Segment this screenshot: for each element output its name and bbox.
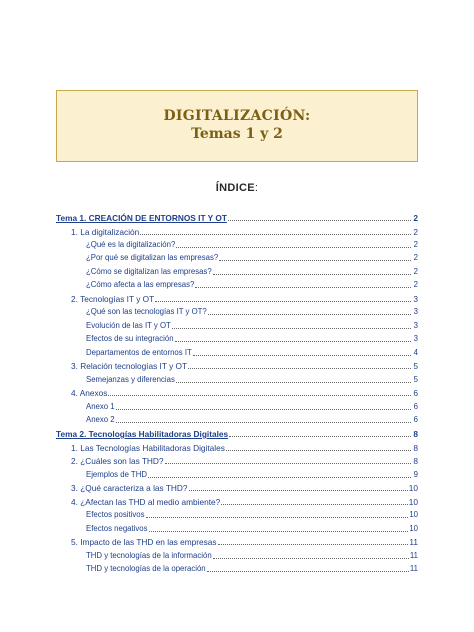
toc-entry-label: ¿Cómo se digitalizan las empresas? bbox=[86, 266, 212, 276]
toc-entry[interactable] bbox=[56, 496, 418, 508]
toc-entry[interactable] bbox=[56, 550, 418, 562]
toc-entry-page-number: 10 bbox=[408, 496, 418, 507]
toc-entry[interactable] bbox=[56, 212, 418, 224]
dot-leader bbox=[193, 347, 411, 356]
dot-leader bbox=[213, 266, 411, 275]
toc-entry[interactable] bbox=[56, 401, 418, 413]
dot-leader bbox=[165, 455, 411, 464]
dot-leader bbox=[176, 239, 411, 248]
toc-entry-label: Semejanzas y diferencias bbox=[86, 374, 175, 384]
toc-entry[interactable] bbox=[56, 523, 418, 535]
dot-leader bbox=[108, 387, 411, 396]
toc-entry[interactable] bbox=[56, 252, 418, 264]
toc-entry[interactable] bbox=[56, 563, 418, 575]
toc-entry-label: ¿Qué es la digitalización? bbox=[86, 239, 176, 249]
dot-leader bbox=[221, 496, 408, 505]
toc-entry-page-number: 3 bbox=[413, 334, 418, 343]
toc-entry[interactable] bbox=[56, 279, 418, 291]
dot-leader bbox=[175, 333, 411, 342]
toc-entry-page-number: 3 bbox=[413, 293, 418, 304]
document-subtitle: Temas 1 y 2 bbox=[191, 126, 283, 142]
toc-entry-page-number: 2 bbox=[413, 213, 418, 223]
toc-entry[interactable] bbox=[56, 374, 418, 386]
toc-entry-label: Efectos negativos bbox=[86, 523, 148, 533]
toc-entry-page-number: 2 bbox=[413, 226, 418, 237]
dot-leader bbox=[218, 536, 409, 545]
toc-entry-page-number: 11 bbox=[409, 537, 418, 547]
dot-leader bbox=[116, 414, 411, 423]
toc-entry-label: 2. ¿Cuáles son las THD? bbox=[71, 456, 164, 466]
toc-entry-label: 1. Las Tecnologías Habilitadoras Digitales bbox=[71, 442, 225, 453]
toc-entry[interactable] bbox=[56, 428, 418, 440]
index-heading-text: ÍNDICE bbox=[215, 182, 255, 194]
toc-entry-page-number: 8 bbox=[413, 442, 418, 453]
toc-entry-label: 5. Impacto de las THD en las empresas bbox=[71, 537, 217, 547]
dot-leader bbox=[219, 252, 411, 261]
toc-entry-page-number: 5 bbox=[413, 374, 418, 384]
document-title: DIGITALIZACIÓN: bbox=[163, 108, 311, 124]
toc-entry-page-number: 2 bbox=[413, 266, 418, 276]
toc-entry-page-number: 9 bbox=[413, 469, 418, 479]
toc-entry-page-number: 8 bbox=[413, 456, 418, 466]
toc-entry-label: THD y tecnologías de la información bbox=[86, 550, 212, 560]
dot-leader bbox=[226, 442, 411, 451]
dot-leader bbox=[155, 293, 411, 302]
toc-entry-label: Anexo 2 bbox=[86, 415, 115, 424]
toc-entry-label: ¿Por qué se digitalizan las empresas? bbox=[86, 253, 219, 262]
toc-entry-label: 3. Relación tecnologías IT y OT bbox=[71, 361, 188, 371]
dot-leader bbox=[229, 428, 411, 437]
toc-entry-label: 4. Anexos bbox=[71, 388, 108, 398]
dot-leader bbox=[195, 279, 411, 288]
toc-entry[interactable] bbox=[56, 469, 418, 481]
toc-entry-label: ¿Cómo afecta a las empresas? bbox=[86, 280, 195, 289]
toc-entry-label: 2. Tecnologías IT y OT bbox=[71, 293, 155, 304]
toc-entry[interactable] bbox=[56, 306, 418, 318]
dot-leader bbox=[140, 226, 411, 235]
toc-entry[interactable] bbox=[56, 455, 418, 467]
toc-entry-label: Evolución de las IT y OT bbox=[86, 320, 171, 330]
dot-leader bbox=[189, 482, 408, 491]
toc-entry[interactable] bbox=[56, 226, 418, 238]
dot-leader bbox=[228, 212, 411, 221]
toc-entry-label: THD y tecnologías de la operación bbox=[86, 564, 206, 573]
toc-entry[interactable] bbox=[56, 266, 418, 278]
toc-entry[interactable] bbox=[56, 536, 418, 548]
index-heading bbox=[0, 182, 474, 194]
dot-leader bbox=[176, 374, 411, 383]
toc-entry[interactable] bbox=[56, 333, 418, 345]
toc-entry[interactable] bbox=[56, 482, 418, 494]
toc-entry-page-number: 11 bbox=[409, 550, 418, 560]
toc-entry-page-number: 3 bbox=[413, 307, 418, 316]
toc-entry-page-number: 6 bbox=[413, 415, 418, 424]
toc-entry[interactable] bbox=[56, 360, 418, 372]
toc-entry-label: 4. ¿Afectan las THD al medio ambiente? bbox=[71, 496, 221, 507]
toc-entry-label: Ejemplos de THD bbox=[86, 469, 147, 479]
toc-entry-page-number: 6 bbox=[413, 388, 418, 398]
dot-leader bbox=[148, 469, 411, 478]
toc-entry-page-number: 11 bbox=[409, 564, 418, 573]
toc-entry-label: Anexo 1 bbox=[86, 401, 115, 411]
toc-entry-label: ¿Qué son las tecnologías IT y OT? bbox=[86, 307, 207, 316]
toc-entry[interactable] bbox=[56, 387, 418, 399]
toc-entry-page-number: 3 bbox=[413, 320, 418, 330]
toc-entry[interactable] bbox=[56, 293, 418, 305]
index-heading-colon: : bbox=[254, 182, 259, 194]
toc-entry[interactable] bbox=[56, 239, 418, 251]
toc-entry-page-number: 6 bbox=[413, 401, 418, 411]
toc-entry-label: Efectos de su integración bbox=[86, 334, 174, 343]
dot-leader bbox=[149, 523, 409, 532]
toc-entry-page-number: 10 bbox=[409, 523, 418, 533]
toc-entry[interactable] bbox=[56, 442, 418, 454]
dot-leader bbox=[116, 401, 411, 410]
toc-entry[interactable] bbox=[56, 320, 418, 332]
toc-entry-page-number: 2 bbox=[413, 253, 418, 262]
toc-entry-page-number: 4 bbox=[413, 347, 418, 357]
toc-entry-page-number: 10 bbox=[409, 510, 418, 519]
toc-entry-label: 1. La digitalización bbox=[71, 226, 140, 237]
toc-entry-label: Efectos positivos bbox=[86, 510, 145, 519]
toc-entry[interactable] bbox=[56, 509, 418, 521]
toc-entry[interactable] bbox=[56, 347, 418, 359]
toc-entry-label: Departamentos de entornos IT bbox=[86, 347, 192, 357]
dot-leader bbox=[146, 509, 409, 518]
toc-entry-page-number: 2 bbox=[413, 239, 418, 249]
toc-entry[interactable] bbox=[56, 414, 418, 426]
toc-entry-page-number: 10 bbox=[408, 483, 418, 493]
toc-entry-label: Tema 1. CREACIÓN DE ENTORNOS IT Y OT bbox=[56, 213, 227, 223]
dot-leader bbox=[207, 563, 409, 572]
toc-entry-page-number: 2 bbox=[413, 280, 418, 289]
toc-entry-label: Tema 2. Tecnologías Habilitadoras Digitales bbox=[56, 429, 229, 439]
dot-leader bbox=[213, 550, 409, 559]
toc-entry-label: 3. ¿Qué caracteriza a las THD? bbox=[71, 483, 188, 493]
toc-entry-page-number: 8 bbox=[413, 429, 418, 439]
title-box bbox=[56, 90, 418, 162]
dot-leader bbox=[172, 320, 411, 329]
toc-entry-page-number: 5 bbox=[413, 361, 418, 371]
dot-leader bbox=[208, 306, 411, 315]
dot-leader bbox=[188, 360, 411, 369]
